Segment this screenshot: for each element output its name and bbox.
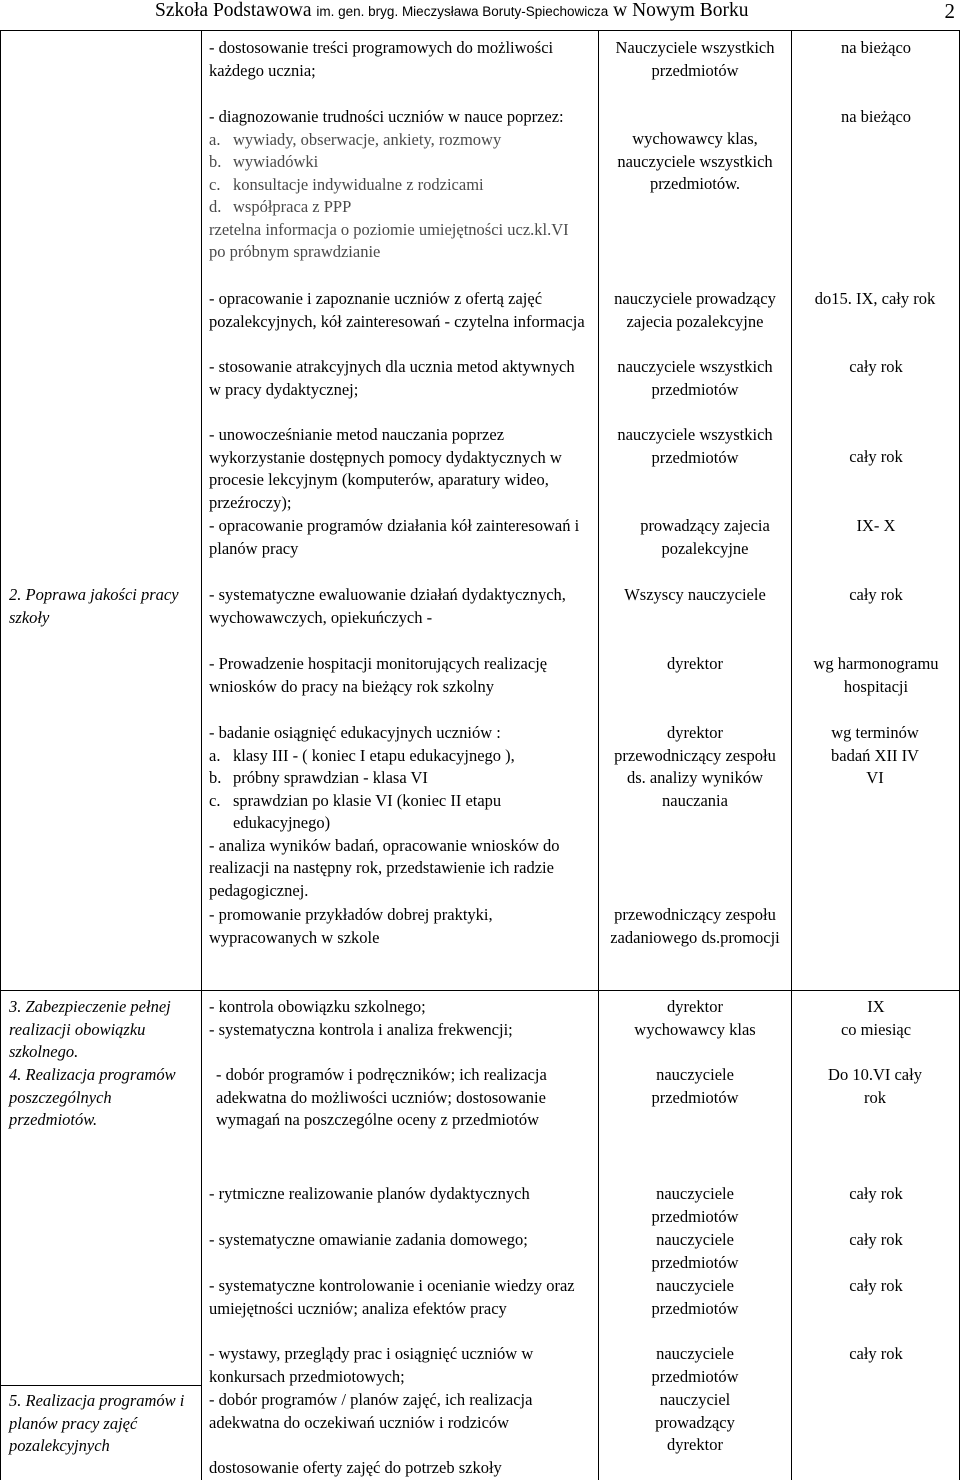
- list-marker: b.: [209, 768, 222, 787]
- section-5-label: 5. Realizacja programów i planów pracy zajęć pozalekcyjnych: [9, 1391, 185, 1455]
- section-3-label: 3. Zabezpieczenie pełnej realizacji obowiązku szkolnego.: [9, 997, 171, 1061]
- task-r9-tail: - analiza wyników badań, opracowanie wniosków do realizacji na następny rok, przedstawienie ich radzie pedagogicznej.: [209, 835, 560, 900]
- column-divider-2: [598, 30, 599, 1480]
- list-text: wywiady, obserwacje, ankiety, rozmowy: [233, 129, 502, 149]
- who-r4: nauczyciele wszystkich przedmiotów: [617, 357, 773, 399]
- section-divider-1: [0, 990, 960, 991]
- section-4-label: 4. Realizacja programów poszczególnych przedmiotów.: [9, 1065, 176, 1129]
- list-text: współpraca z PPP: [233, 197, 352, 216]
- task-b3-r5: - dobór programów / planów zajęć, ich realizacja adekwatna do oczekiwań uczniów i rodziców: [209, 1390, 533, 1432]
- when-r5: cały rok: [849, 447, 903, 466]
- list-text: konsultacje indywidualne z rodzicami: [233, 174, 484, 194]
- list-marker: c.: [209, 790, 221, 810]
- list-marker: a.: [209, 745, 221, 765]
- task-b2-r1: - kontrola obowiązku szkolnego;: [209, 997, 426, 1016]
- task-r9-intro: - badanie osiągnięć edukacyjnych uczniów :: [209, 723, 501, 742]
- when-r2: na bieżąco: [840, 107, 912, 126]
- who-r10: przewodniczący zespołu zadaniowego ds.promocji: [610, 905, 780, 947]
- when-r1: na bieżąco: [840, 38, 912, 57]
- task-r10: - promowanie przykładów dobrej praktyki, wypracowanych w szkole: [209, 905, 493, 947]
- when-r7: cały rok: [849, 585, 903, 604]
- school-name-location: w Nowym Borku: [613, 0, 749, 21]
- who-b3-r3: nauczyciele przedmiotów: [651, 1276, 739, 1318]
- task-r5: - unowocześnianie metod nauczania poprzez wykorzystanie dostępnych pomocy dydaktycznych w procesie lekcyjnym (komputerów, aparatury wideo, przeźroczy);: [209, 425, 562, 512]
- column-divider-1: [201, 30, 202, 1480]
- task-r7: - systematyczne ewaluowanie działań dydaktycznych, wychowawczych, opiekuńczych -: [209, 585, 566, 627]
- when-b3-r3: cały rok: [849, 1276, 903, 1295]
- list-text: klasy III - ( koniec I etapu edukacyjnego ),: [233, 745, 515, 765]
- task-b2-r3: - dobór programów i podręczników; ich realizacja adekwatna do możliwości uczniów; dostosowanie wymagań na poszczególne oceny z przedmiotów: [216, 1065, 547, 1129]
- task-b3-r4: - wystawy, przeglądy prac i osiągnięć uczniów w konkursach przedmiotowych;: [209, 1344, 534, 1386]
- task-r9: [209, 722, 594, 902]
- table-border-top: [0, 30, 960, 31]
- section-2-label: 2. Poprawa jakości pracy szkoły: [9, 585, 179, 627]
- task-b3-r1: - rytmiczne realizowanie planów dydaktycznych: [209, 1184, 530, 1203]
- who-r7: Wszyscy nauczyciele: [624, 585, 766, 604]
- task-r2: [209, 106, 589, 264]
- list-item: [209, 151, 589, 174]
- when-b2-r1: IX: [867, 997, 885, 1016]
- task-r2-tail: rzetelna informacja o poziomie umiejętności ucz.kl.VI po próbnym sprawdzianie: [209, 219, 569, 261]
- task-b3-r2: - systematyczne omawianie zadania domowego;: [209, 1230, 528, 1249]
- who-r1: Nauczyciele wszystkich przedmiotów: [615, 38, 775, 80]
- list-item: [209, 790, 594, 835]
- task-r3: - opracowanie i zapoznanie uczniów z ofertą zajęć pozalekcyjnych, kół zainteresowań - czytelna informacja: [209, 289, 585, 331]
- task-r2-intro: - diagnozowanie trudności uczniów w nauce poprzez:: [209, 107, 564, 126]
- list-item: [209, 767, 594, 790]
- who-b3-r2: nauczyciele przedmiotów: [651, 1230, 739, 1272]
- who-b3-r1: nauczyciele przedmiotów: [651, 1184, 739, 1226]
- list-text: wywiadówki: [233, 152, 319, 171]
- list-text: próbny sprawdzian - klasa VI: [233, 768, 428, 787]
- who-b3-r5: nauczyciel prowadzący dyrektor: [655, 1390, 735, 1454]
- when-r6: IX- X: [856, 516, 896, 535]
- school-name-patron: im. gen. bryg. Mieczysława Boruty-Spiechowicza: [316, 4, 609, 19]
- list-item: [209, 196, 589, 219]
- when-b2-r2: co miesiąc: [840, 1020, 912, 1039]
- list-text: sprawdzian po klasie VI (koniec II etapu edukacyjnego): [233, 790, 502, 832]
- list-marker: a.: [209, 129, 221, 149]
- task-r4: - stosowanie atrakcyjnych dla ucznia metod aktywnych w pracy dydaktycznej;: [209, 357, 575, 399]
- who-b2-r1: dyrektor: [667, 997, 723, 1016]
- list-marker: b.: [209, 152, 222, 171]
- page-number: 2: [944, 0, 955, 23]
- task-r8: - Prowadzenie hospitacji monitorujących realizację wniosków do pracy na bieżący rok szkolny: [209, 654, 548, 696]
- when-b2-r3: Do 10.VI cały rok: [828, 1065, 922, 1107]
- school-name: [155, 0, 749, 24]
- who-r3: nauczyciele prowadzący zajecia pozalekcyjne: [614, 289, 776, 331]
- table-border-left: [0, 30, 1, 1480]
- when-r4: cały rok: [849, 357, 903, 376]
- who-r2: wychowawcy klas, nauczyciele wszystkich przedmiotów.: [617, 129, 773, 193]
- who-b2-r3: nauczyciele przedmiotów: [651, 1065, 739, 1107]
- when-r3: do15. IX, cały rok: [814, 289, 936, 308]
- list-marker: d.: [209, 197, 222, 216]
- who-b2-r2: wychowawcy klas: [634, 1020, 756, 1039]
- task-r1: - dostosowanie treści programowych do możliwości każdego ucznia;: [209, 38, 554, 80]
- who-r6: prowadzący zajecia pozalekcyjne: [640, 516, 770, 558]
- when-r8: wg harmonogramu hospitacji: [813, 654, 939, 696]
- list-item: [209, 745, 594, 768]
- task-r6: - opracowanie programów działania kół zainteresowań i planów pracy: [209, 516, 580, 558]
- when-r9: wg terminów badań XII IV VI: [831, 723, 919, 787]
- who-r5: nauczyciele wszystkich przedmiotów: [617, 425, 773, 467]
- column-divider-3: [791, 30, 792, 1480]
- when-b3-r4: cały rok: [849, 1344, 903, 1363]
- page-header: [155, 0, 955, 26]
- who-r9: dyrektor przewodniczący zespołu ds. analizy wyników nauczania: [614, 723, 776, 810]
- when-b3-r1: cały rok: [849, 1184, 903, 1203]
- school-name-main: Szkoła Podstawowa: [155, 0, 312, 21]
- section-divider-2: [0, 1385, 201, 1386]
- task-b3-r6: dostosowanie oferty zajęć do potrzeb szkoły: [209, 1458, 502, 1477]
- task-b3-r3: - systematyczne kontrolowanie i ocenianie wiedzy oraz umiejętności uczniów; analiza efektów pracy: [209, 1276, 575, 1318]
- list-marker: c.: [209, 174, 221, 194]
- task-b2-r2: - systematyczna kontrola i analiza frekwencji;: [209, 1020, 513, 1039]
- who-b3-r4: nauczyciele przedmiotów: [651, 1344, 739, 1386]
- list-item: [209, 129, 589, 152]
- list-item: [209, 174, 589, 197]
- who-r8: dyrektor: [667, 654, 723, 673]
- when-b3-r2: cały rok: [849, 1230, 903, 1249]
